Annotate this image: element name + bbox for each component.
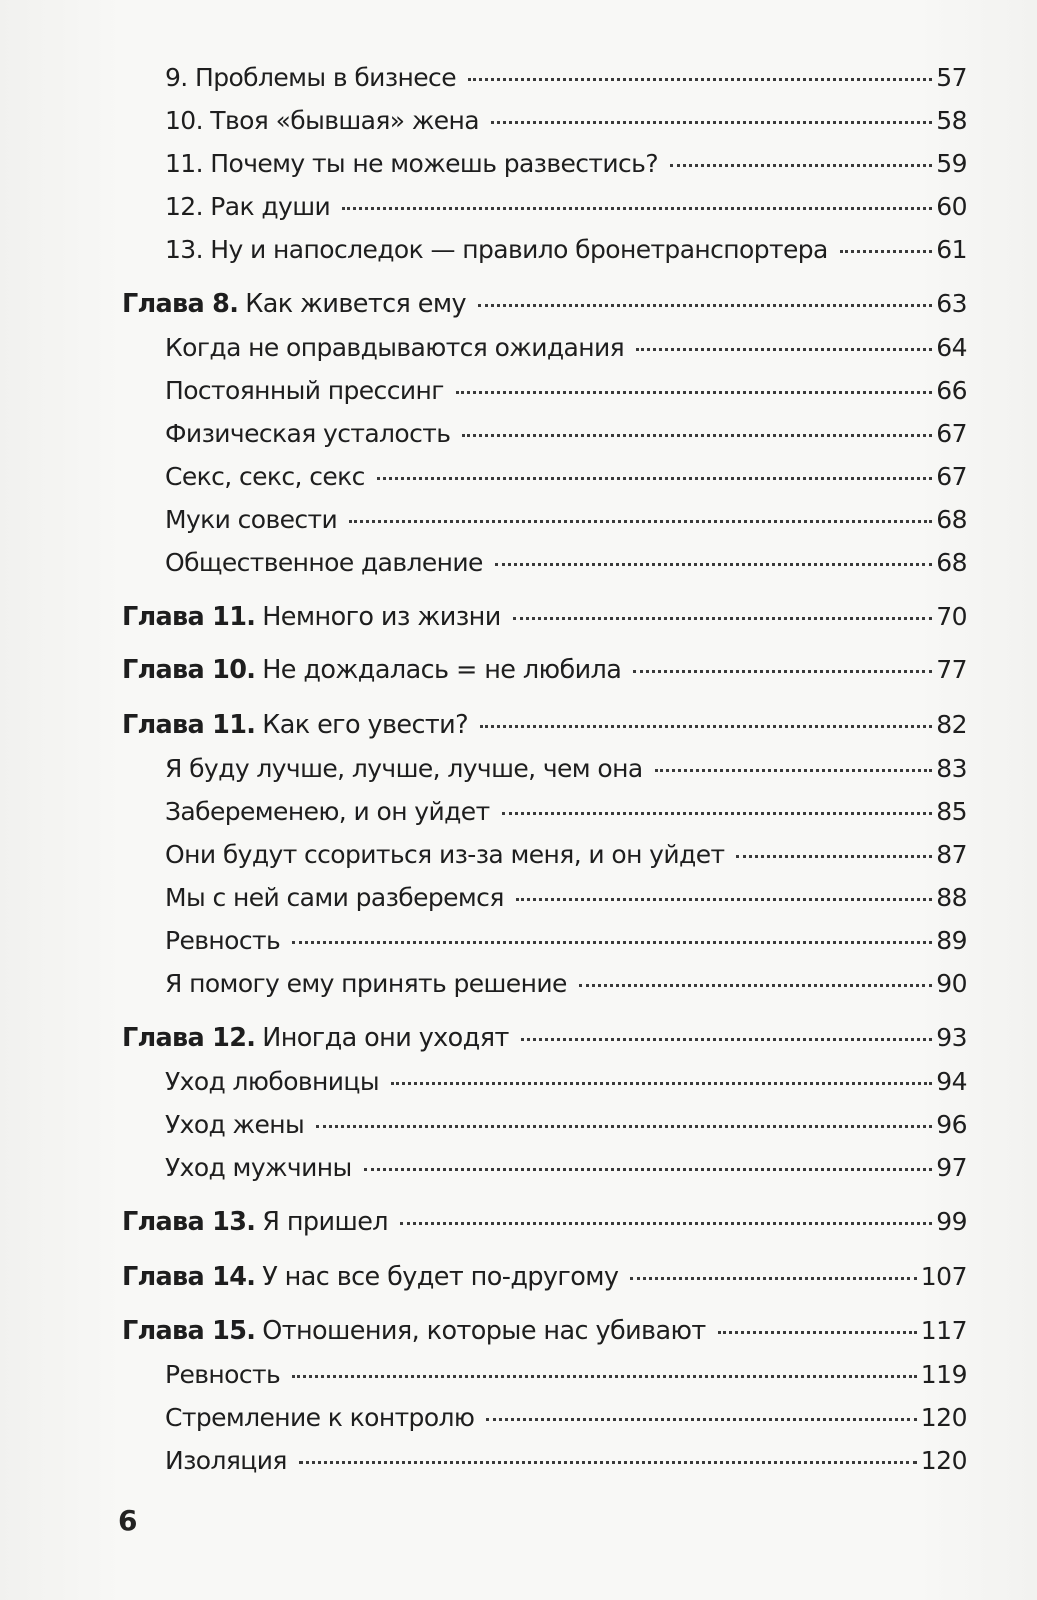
page-ref: 66 [936,376,967,405]
page-ref: 97 [936,1153,967,1182]
chapter-number: Глава 13. [122,1207,256,1237]
page-ref: 82 [936,710,967,739]
toc-entry-line [165,840,967,869]
dot-leader [468,78,932,81]
toc-chapter-entry [0,700,1037,740]
entry-title-text: Забеременею, и он уйдет [165,797,490,826]
page-ref: 58 [936,106,967,135]
entry-title-text: Уход любовницы [165,1067,379,1096]
dot-leader [292,1375,917,1378]
toc-entry-line [165,926,967,955]
dot-leader [342,207,932,210]
toc-entry-line [122,1262,967,1292]
toc-section-entry [0,1349,1037,1389]
entry-title-text: Я помогу ему принять решение [165,969,567,998]
toc-entry-title [165,63,456,92]
dot-leader [292,941,932,944]
toc-entry-line [165,1110,967,1139]
toc-entry-line [165,419,967,448]
toc-entry-line [165,192,967,221]
toc-entry-line [165,376,967,405]
entry-title-text: Муки совести [165,505,338,534]
toc-entry-line [165,797,967,826]
toc-section-entry [0,1435,1037,1475]
toc-section-entry [0,52,1037,92]
dot-leader [521,1038,932,1041]
entry-title-text: Ревность [165,1360,281,1389]
toc-section-entry [0,743,1037,783]
toc-section-entry [0,138,1037,178]
page-ref: 93 [936,1023,967,1052]
toc-entry-line [165,462,967,491]
toc-section-entry [0,322,1037,362]
page-ref: 107 [920,1262,967,1291]
toc-section-entry [0,224,1037,264]
toc-entry-line [165,235,967,264]
toc-entry-line [165,754,967,783]
entry-title-text: Отношения, которые нас убивают [262,1316,706,1346]
toc-chapter-entry [0,1306,1037,1346]
toc-entry-title [122,1023,509,1053]
entry-title-text: Уход мужчины [165,1153,352,1182]
dot-leader [495,563,932,566]
entry-title-text: Постоянный прессинг [165,376,444,405]
entry-title-text: Уход жены [165,1110,305,1139]
toc-entry-title [165,797,490,826]
page-ref: 117 [920,1316,967,1345]
toc-section-entry [0,829,1037,869]
toc-entry-title [165,840,724,869]
dot-leader [718,1331,917,1334]
toc-entry-title [165,333,624,362]
entry-title-text: 12. Рак души [165,192,331,221]
toc-section-entry [0,95,1037,135]
dot-leader [633,670,932,673]
dot-leader [316,1125,932,1128]
toc-entry-line [165,883,967,912]
toc-entry-title [165,1360,280,1389]
page-ref: 96 [936,1110,967,1139]
toc-section-entry [0,494,1037,534]
dot-leader [655,769,933,772]
toc-entry-title [165,1110,304,1139]
dot-leader [630,1277,916,1280]
chapter-number: Глава 12. [122,1023,256,1053]
toc-entry-line [165,1360,967,1389]
toc-entry-line [165,106,967,135]
page-ref: 77 [936,655,967,684]
page-number: 6 [118,1504,138,1537]
chapter-number: Глава 15. [122,1316,256,1346]
toc-entry-title [165,969,567,998]
toc-entry-title [165,754,643,783]
toc-chapter-entry [0,592,1037,632]
entry-title-text: Как его увести? [262,710,469,740]
toc-entry-line [122,289,967,319]
toc-entry-title [165,419,450,448]
toc-section-entry [0,786,1037,826]
toc-entry-title [165,505,337,534]
chapter-number: Глава 10. [122,655,256,685]
entry-title-text: Физическая усталость [165,419,451,448]
toc-section-entry [0,1056,1037,1096]
entry-title-text: Как живется ему [245,289,467,319]
entry-title-text: Ревность [165,926,281,955]
toc-entry-title [122,1316,706,1346]
toc-section-entry [0,537,1037,577]
toc-entry-title [165,1067,379,1096]
toc-entry-title [165,106,479,135]
dot-leader [636,348,932,351]
page-ref: 60 [936,192,967,221]
toc-section-entry [0,1099,1037,1139]
toc-entry-line [122,710,967,740]
page-ref: 67 [936,419,967,448]
dot-leader [349,520,932,523]
toc-entry-line [165,63,967,92]
toc-entry-line [165,969,967,998]
page-ref: 64 [936,333,967,362]
entry-title-text: Не дождалась = не любила [262,655,622,685]
toc-entry-title [122,655,621,685]
toc-entry-line [122,1023,967,1053]
page-ref: 119 [920,1360,967,1389]
dot-leader [456,391,932,394]
toc-chapter-entry [0,279,1037,319]
entry-title-text: Общественное давление [165,548,483,577]
toc-entry-title [165,1153,352,1182]
page-ref: 57 [936,63,967,92]
page-ref: 89 [936,926,967,955]
toc-entry-title [122,289,466,319]
toc-entry-title [122,1207,388,1237]
toc-entry-line [165,1067,967,1096]
dot-leader [516,898,932,901]
dot-leader [377,477,932,480]
toc-entry-line [165,1153,967,1182]
entry-title-text: Мы с ней сами разберемся [165,883,504,912]
entry-title-text: Изоляция [165,1446,287,1475]
toc-entry-title [165,462,365,491]
toc-entry-title [165,235,828,264]
toc-entry-title [165,548,483,577]
toc-entry-title [165,883,504,912]
page-ref: 87 [936,840,967,869]
page-ref: 99 [936,1207,967,1236]
toc-entry-line [165,505,967,534]
toc-entry-title [122,1262,618,1292]
toc-entry-line [165,1403,967,1432]
page-ref: 83 [936,754,967,783]
toc-section-entry [0,1392,1037,1432]
page-ref: 61 [936,235,967,264]
toc-entry-line [122,1316,967,1346]
toc-entry-title [165,149,658,178]
dot-leader [299,1461,917,1464]
chapter-number: Глава 11. [122,602,256,632]
page-ref: 63 [936,289,967,318]
toc-chapter-entry [0,1013,1037,1053]
toc-section-entry [0,408,1037,448]
entry-title-text: У нас все будет по-другому [262,1262,619,1292]
toc-section-entry [0,181,1037,221]
dot-leader [670,164,932,167]
entry-title-text: Когда не оправдываются ожидания [165,333,625,362]
toc-section-entry [0,451,1037,491]
dot-leader [486,1418,916,1421]
toc-entry-title [165,1446,287,1475]
dot-leader [513,617,932,620]
entry-title-text: Немного из жизни [262,602,501,632]
toc-section-entry [0,872,1037,912]
toc-entry-line [165,1446,967,1475]
page-ref: 120 [920,1403,967,1432]
page-ref: 68 [936,505,967,534]
toc-chapter-entry [0,645,1037,685]
dot-leader [491,121,932,124]
page-ref: 59 [936,149,967,178]
entry-title-text: 11. Почему ты не можешь развестись? [165,149,658,178]
dot-leader [579,984,932,987]
page-ref: 88 [936,883,967,912]
dot-leader [478,304,932,307]
toc-chapter-entry [0,1252,1037,1292]
toc-entry-line [122,602,967,632]
entry-title-text: 9. Проблемы в бизнесе [165,63,456,92]
page-ref: 67 [936,462,967,491]
dot-leader [391,1082,932,1085]
toc-entry-line [165,548,967,577]
toc-entry-line [122,655,967,685]
toc-entry-title [122,602,501,632]
dot-leader [400,1222,932,1225]
toc-entry-line [165,149,967,178]
entry-title-text: 13. Ну и напоследок — правило бронетранспортера [165,235,828,264]
page-ref: 120 [920,1446,967,1475]
toc-section-entry [0,958,1037,998]
toc-section-entry [0,365,1037,405]
page-ref: 68 [936,548,967,577]
toc-entry-line [165,333,967,362]
page-ref: 90 [936,969,967,998]
dot-leader [480,725,932,728]
toc-entry-title [165,376,444,405]
page-ref: 85 [936,797,967,826]
dot-leader [364,1168,933,1171]
entry-title-text: Стремление к контролю [165,1403,475,1432]
entry-title-text: Иногда они уходят [262,1023,509,1053]
toc-entry-title [165,1403,474,1432]
toc-chapter-entry [0,1197,1037,1237]
dot-leader [502,812,933,815]
page-ref: 70 [936,602,967,631]
entry-title-text: Я пришел [262,1207,389,1237]
toc-section-entry [0,915,1037,955]
dot-leader [462,434,932,437]
toc-entry-title [165,192,330,221]
page-ref: 94 [936,1067,967,1096]
chapter-number: Глава 8. [122,289,239,319]
entry-title-text: 10. Твоя «бывшая» жена [165,106,480,135]
dot-leader [840,250,932,253]
entry-title-text: Секс, секс, секс [165,462,365,491]
chapter-number: Глава 11. [122,710,256,740]
entry-title-text: Я буду лучше, лучше, лучше, чем она [165,754,643,783]
entry-title-text: Они будут ссориться из-за меня, и он уйдет [165,840,725,869]
toc-entry-title [165,926,280,955]
toc-entry-title [122,710,468,740]
toc-section-entry [0,1142,1037,1182]
toc-entry-line [122,1207,967,1237]
chapter-number: Глава 14. [122,1262,256,1292]
dot-leader [736,855,932,858]
